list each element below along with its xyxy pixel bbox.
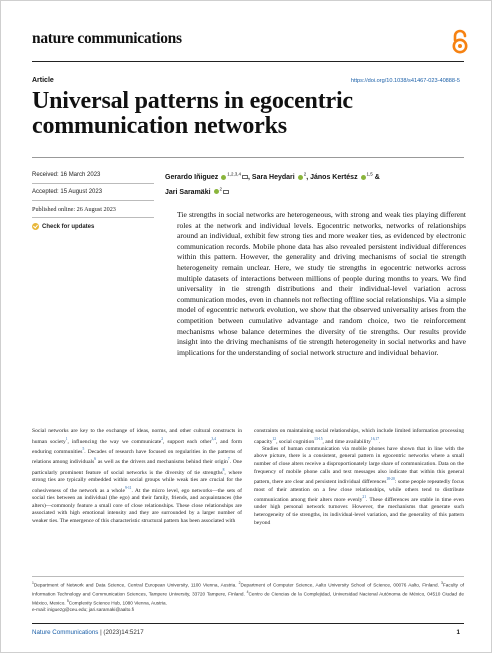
received-date: Received: 16 March 2023 bbox=[32, 172, 101, 178]
title-rule bbox=[32, 157, 464, 158]
published-date: Published online: 26 August 2023 bbox=[32, 206, 116, 213]
body-paragraph: Studies of human communication via mobile phones have shown that in line with the above picture, there is a consistent, general pattern in egocentric networks where a small number of close alters receive a disproportionately large share of communication. Data on the frequency of mobile phone calls and text messages also indicate that within this general pattern, there are clear and persistent individual differences$^{18-20}$: some people repeatedly focus most of their attention on a few close relationships, while others tend to distribute communication among their alters more evenly$^{21}$. These differences are stable in time even under high personal network turnover. However, the mechanisms that generate such heterogeneity of tie strengths, its individual-level variation, and the generality of this pattern beyond bbox=[254, 445, 464, 526]
author[interactable]: Jari Saramäki $^2$ bbox=[165, 189, 229, 196]
email-icon[interactable] bbox=[242, 175, 248, 179]
check-updates-icon bbox=[32, 223, 39, 230]
meta-divider bbox=[32, 183, 154, 184]
abstract: Tie strengths in social networks are heterogeneous, with strong and weak ties playing different roles at the network and individual levels. Egocentric networks, networks of relationships around an individual, exhibit few strong ties and more weaker ties, as evidenced by electronic communication records. Mobile phone data has also revealed persistent individual differences within this pattern. However, the generality and driving mechanisms of social tie strength heterogeneity remain unclear. Here, we study tie strengths in egocentric networks across multiple datasets of interactions between millions of people during months to years. We find universality in tie strength distributions and their individual-level variation across communication modes, even in channels not reflecting offline social relationships. Via a simple model of egocentric network evolution, we show that the observed universality arises from the competition between cumulative advantage and random choice, two tie reinforcement mechanisms whose balance determines the diversity of tie strengths. Our results provide insight into the driving mechanisms of tie strength heterogeneity in social networks and have implications for the understanding of social network structure and individual behavior. bbox=[177, 210, 466, 357]
body-paragraph: constraints on maintaining social relationships, which include limited information processing capacity$^{12}$, social cognition$^{13-15}$, and time availability$^{16,17}$. bbox=[254, 428, 464, 445]
author[interactable]: Gerardo Iñiguez $^{1,2,3,4}$ , bbox=[165, 172, 250, 182]
doi-link[interactable]: https://doi.org/10.1038/s41467-023-40888-5 bbox=[350, 78, 460, 84]
footer-rule bbox=[32, 623, 464, 624]
body-column-right bbox=[254, 428, 464, 527]
body-column-left bbox=[32, 428, 242, 525]
affiliations-rule bbox=[32, 576, 464, 577]
orcid-icon[interactable] bbox=[221, 175, 226, 180]
affiliations: $^1$Department of Network and Data Science, Central European University, 1100 Vienna, Austria. $^2$Department of Computer Science, Aalto University School of Science, 00076 Aalto, Finland. $^3$Faculty of Information Technology and Communication Sciences, Tampere University, 33720 Tampere, Finland. $^4$Centro de Ciencias de la Complejidad, Universidad Nacional Autónoma de México, 04510 Ciudad de México, Mexico. $^5$Complexity Science Hub, 1080 Vienna, Austria. e-mail: iniguezg@ceu.edu; jari.saramaki@aalto.fi bbox=[32, 581, 464, 613]
meta-divider bbox=[32, 217, 154, 218]
orcid-icon[interactable] bbox=[298, 175, 303, 180]
correspondence-email[interactable]: e-mail: iniguezg@ceu.edu; jari.saramaki@aalto.fi bbox=[32, 607, 135, 613]
orcid-icon[interactable] bbox=[361, 175, 366, 180]
footer-citation bbox=[32, 629, 144, 636]
open-access-icon[interactable] bbox=[449, 29, 471, 55]
author[interactable]: Sara Heydari $^2$, bbox=[251, 172, 309, 182]
article-type-label: Article bbox=[32, 77, 54, 84]
accepted-date: Accepted: 15 August 2023 bbox=[32, 189, 103, 195]
body-paragraph: Social networks are key to the exchange of ideas, norms, and other cultural constructs in human society$^1$, influencing the way we communicate$^2$, support each other$^{3,4}$, and form enduring communities$^5$. Decades of research have focused on regularities in the patterns of relations among individuals$^6$ as well as the drivers and mechanisms behind their origin$^7$. One particularly prominent feature of social networks is the diversity of tie strengths$^8$, where strong ties are typically embedded within social groups while weak ties are crucial for the cohesiveness of the network as a whole$^{9-11}$. At the micro level, ego networks—the sets of social ties between an individual (the ego) and their family, friends, and acquaintances (the alters)—commonly feature a small core of close relationships. These close relationships are associated with high emotional intensity and they are surrounded by a larger number of weaker ties. The emergence of this characteristic structural pattern has been associated with bbox=[32, 428, 243, 524]
email-icon[interactable] bbox=[223, 190, 229, 194]
meta-divider bbox=[32, 200, 154, 201]
check-for-updates-label: Check for updates bbox=[42, 223, 95, 230]
header-rule bbox=[32, 61, 464, 62]
orcid-icon[interactable] bbox=[214, 189, 219, 194]
author[interactable]: János Kertész $^{1,5}$ & bbox=[310, 172, 380, 182]
check-for-updates-button[interactable] bbox=[32, 223, 94, 230]
author-list bbox=[165, 169, 465, 198]
page-number: 1 bbox=[456, 629, 460, 636]
footer-volume: | (2023)14:5217 bbox=[98, 629, 144, 636]
footer-journal[interactable]: Nature Communications bbox=[32, 629, 99, 636]
journal-name[interactable]: nature communications bbox=[32, 30, 182, 47]
article-title: Universal patterns in egocentric communication networks bbox=[32, 88, 353, 139]
